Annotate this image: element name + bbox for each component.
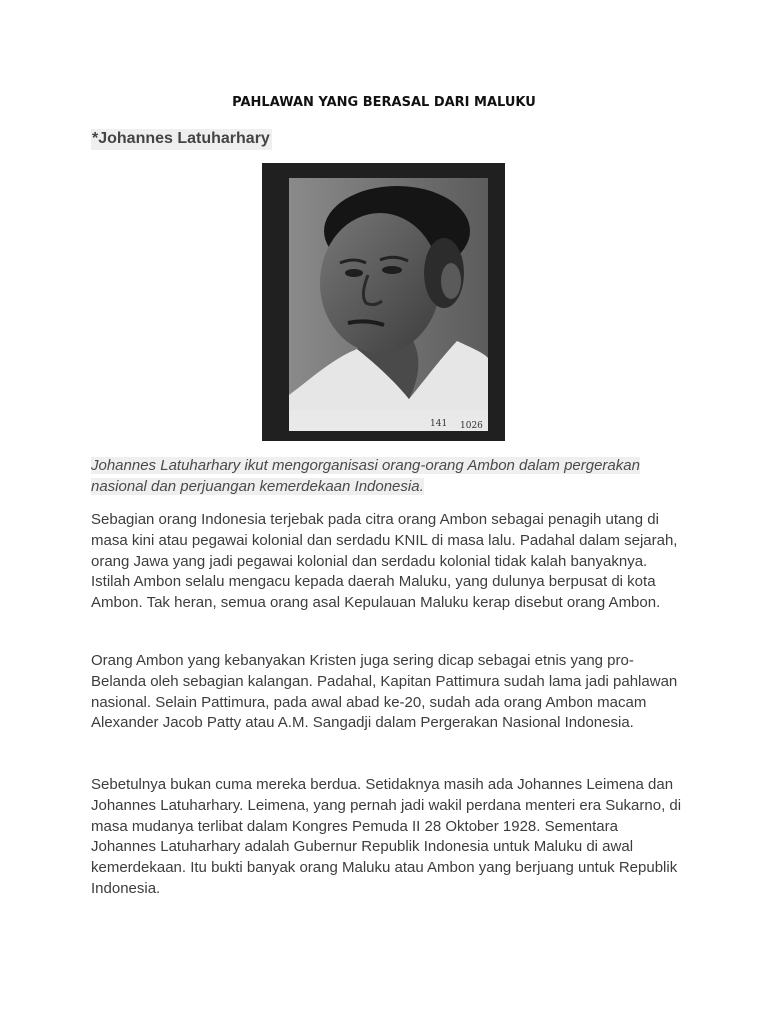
photo-stamp-left: 141 <box>430 419 448 429</box>
portrait-photo-icon <box>262 163 505 441</box>
paragraph-1: Sebagian orang Indonesia terjebak pada citra orang Ambon sebagai penagih utang di masa kini atau pegawai kolonial dan serdadu KNIL di masa lalu. Padahal dalam sejarah, orang Jawa yang jadi pegawai kolonial dan serdadu kolonial tidak kalah banyaknya. Istilah Ambon selalu mengacu kepada daerah Maluku, yang dulunya berpusat di kota Ambon. Tak heran, semua orang asal Kepulauan Maluku kerap disebut orang Ambon. <box>91 511 678 612</box>
page-title: PAHLAWAN YANG BERASAL DARI MALUKU <box>232 95 536 110</box>
paragraph-2: Orang Ambon yang kebanyakan Kristen juga sering dicap sebagai etnis yang pro-Belanda oleh sebagian kalangan. Padahal, Kapitan Pattimura sudah lama jadi pahlawan nasional. Selain Pattimura, pada awal abad ke-20, sudah ada orang Ambon macam Alexander Jacob Patty atau A.M. Sangadji dalam Pergerakan Nasional Indonesia. <box>91 652 678 732</box>
photo-caption <box>91 455 681 497</box>
paragraph-3: Sebetulnya bukan cuma mereka berdua. Setidaknya masih ada Johannes Leimena dan Johannes Latuharhary. Leimena, yang pernah jadi wakil perdana menteri era Sukarno, di masa mudanya terlibat dalam Kongres Pemuda II 28 Oktober 1928. Sementara Johannes Latuharhary adalah Gubernur Republik Indonesia untuk Maluku di awal kemerdekaan. Itu bukti banyak orang Maluku atau Ambon yang berjuang untuk Republik Indonesia. <box>91 776 682 897</box>
photo-stamp-right: 1026 <box>460 421 483 431</box>
portrait-photo <box>262 163 505 441</box>
section-heading: *Johannes Latuharhary <box>91 129 272 150</box>
photo-caption-text: Johannes Latuharhary ikut mengorganisasi orang-orang Ambon dalam pergerakan nasional dan perjuangan kemerdekaan Indonesia. <box>91 457 640 495</box>
